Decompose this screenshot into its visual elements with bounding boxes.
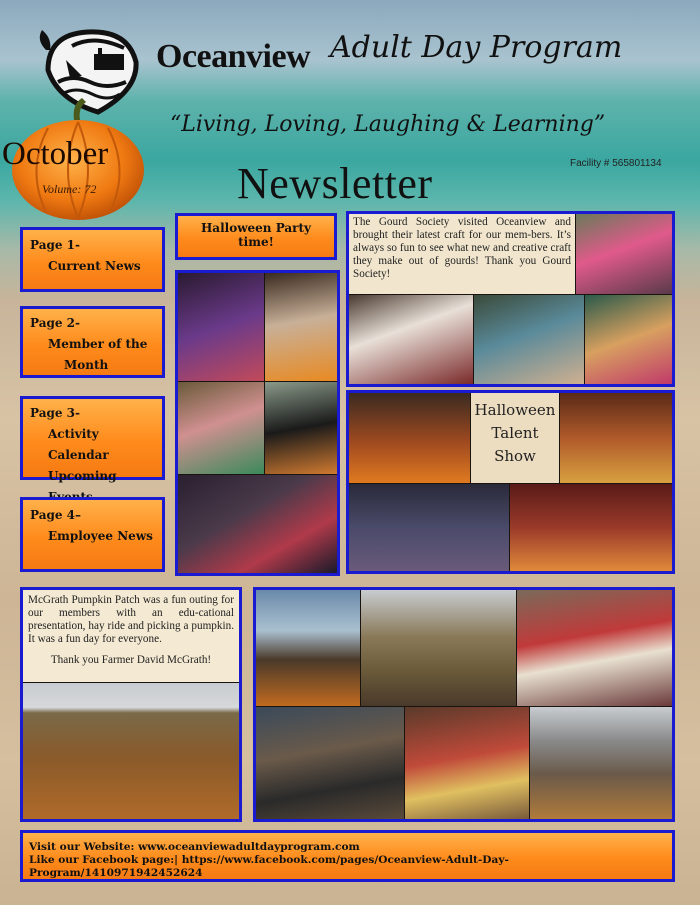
patch-photo [256,590,360,706]
facebook-link[interactable]: Like our Facebook page:| https://www.facebook.com/pages/Oceanview-Adult-Day-Program/1410971942452624 [29,854,509,879]
gourd-photo [585,295,672,384]
gourd-photo [474,295,584,384]
issue-volume: Volume: 72 [42,182,97,196]
toc-page-label: Page 4– [30,508,82,522]
gourd-society-panel [346,211,675,387]
gourd-society-text: The Gourd Society visited Oceanview and brought their latest craft for our mem-bers. It’s always so fun to see what new and creative craft they make out of gourds! Thank you Gourd Society! [349,214,575,294]
tagline: “Living, Loving, Laughing & Learning” [170,112,606,137]
talent-show-panel [346,390,675,574]
toc-item: Current News [48,259,141,273]
toc-item: Member of the [48,337,148,351]
party-photo [178,475,337,573]
toc-item: Employee News [48,529,153,543]
patch-photo [517,590,672,706]
halloween-party-heading: Halloween Party time! [175,213,337,260]
toc-item: Activity Calendar [48,427,109,462]
talent-photo [510,484,672,571]
patch-photo [256,707,404,819]
toc-item: Upcoming [48,469,117,483]
party-photo [265,273,337,381]
newsletter-heading: Newsletter [237,159,433,208]
toc-page-4 [20,497,165,572]
party-photo [265,382,337,474]
patch-photo [530,707,672,819]
talent-photo [349,393,470,483]
website-link[interactable]: Visit our Website: www.oceanviewadultdayprogram.com [29,841,360,853]
pumpkin-patch-panel [20,587,242,822]
toc-page-2 [20,306,165,378]
toc-page-label: Page 3- [30,406,81,420]
party-photo [178,273,264,381]
talent-photo [349,484,509,571]
title-oceanview: Oceanview [156,38,311,75]
toc-page-label: Page 2- [30,316,81,330]
issue-month: October [2,136,109,172]
party-photo [178,382,264,474]
pumpkin-patch-thanks: Thank you Farmer David McGrath! [50,654,212,666]
toc-item: Month [64,358,109,372]
talent-show-label: Halloween Talent Show [471,393,559,483]
title-adult-day-program: Adult Day Program [330,30,623,65]
footer-links-box [20,830,675,882]
toc-page-1 [20,227,165,292]
talent-photo [560,393,672,483]
gourd-photo [576,214,672,294]
toc-page-3 [20,396,165,483]
gourd-photo [349,295,473,384]
halloween-party-photo-collage [175,270,340,576]
pumpkin-patch-photo-collage [253,587,675,822]
toc-page-label: Page 1- [30,238,81,252]
pumpkin-patch-text: McGrath Pumpkin Patch was a fun outing for our members with an edu-cational presentation, hay ride and picking a pumpkin. It was a fun day for everyone. Thank you Farmer David McGrath! [23,590,239,682]
facility-number: Facility # 565801134 [570,158,662,169]
pumpkin-patch-photo [23,683,239,819]
patch-photo [361,590,516,706]
patch-photo [405,707,529,819]
